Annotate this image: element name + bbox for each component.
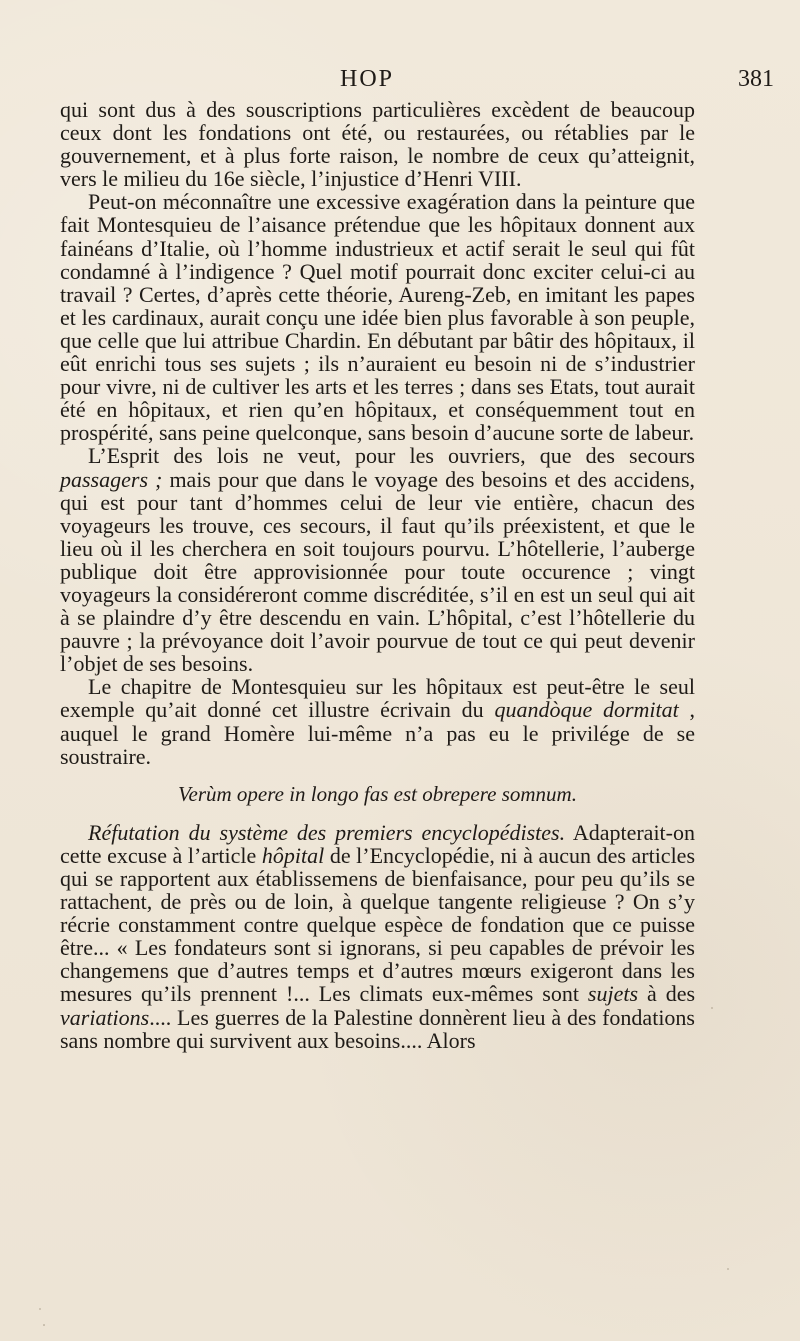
ink-speck xyxy=(727,1268,729,1270)
page-number: 381 xyxy=(738,66,774,92)
section-text-4: .... Les guerres de la Palestine donnèrent lieu à des fondations sans nombre qui survivent aux besoins.... Alors xyxy=(60,1004,695,1053)
section-text-1: Adapterait-on cette excuse à l’article xyxy=(60,819,695,868)
running-head: HOP xyxy=(340,66,395,92)
ink-speck xyxy=(711,1007,713,1009)
section-text-2: de l’Encyclopédie, ni à aucun des articles qui se rapportent aux établissemens de bienfaisance, pour peu qu’ils se rattachent, de près ou de loin, à quelque tangente religieuse ? On s’y récrie constamment contre quelque espèce de fondation que ce puisse être... « Les fondateurs sont si ignorans, si peu capables de prévoir les changemens que d’autres temps et d’autres mœurs exigeront dans les mesures qu’ils prennent !... Les climats eux-mêmes sont xyxy=(60,842,696,1007)
paragraph-3-prefix: L’Esprit des lois ne veut, pour les ouvriers, que des secours xyxy=(88,443,695,469)
ink-speck xyxy=(39,1308,41,1310)
section-paragraph xyxy=(60,821,695,1052)
section-text-3: à des xyxy=(647,981,696,1007)
paragraph-4 xyxy=(60,675,695,767)
paragraph-4-suffix: , auquel le grand Homère lui-même n’a pas eu le privilége de se soustraire. xyxy=(60,697,695,769)
latin-quote: Verùm opere in longo fas est obrepere somnum. xyxy=(178,781,577,806)
paragraph-4-italic: quandòque dormitat xyxy=(494,697,679,723)
paragraph-3-suffix: mais pour que dans le voyage des besoins et des accidens, qui est pour tant d’hommes celui de leur vie entière, chacun des voyageurs les trouve, ces secours, il faut qu’ils préexistent, et que le lieu où il les cherchera en soit toujours pourvu. L’hôtellerie, l’auberge publique doit être approvisionnée pour toute occurence ; vingt voyageurs la considéreront comme discréditée, s’il en est un seul qui ait à se plaindre d’y être descendu en vain. L’hôpital, c’est l’hôtellerie du pauvre ; la prévoyance doit l’avoir pourvue de tout ce qui peut devenir l’objet de ses besoins. xyxy=(60,466,696,677)
ink-speck xyxy=(43,1324,45,1326)
paragraph-4-prefix: Le chapitre de Montesquieu sur les hôpitaux est peut-être le seul exemple qu’ait donné cet illustre écrivain du xyxy=(60,674,695,723)
section-italic-1: hôpital xyxy=(261,842,325,868)
section-italic-2: sujets xyxy=(587,981,639,1007)
paragraph-2: Peut-on méconnaître une excessive exagération dans la peinture que fait Montesquieu de l’aisance prétendue que les hôpitaux donnent aux fainéans d’Italie, où l’homme industrieux et actif serait le seul qui fût condamné à l’indigence ? Quel motif pourrait donc exciter celui-ci au travail ? Certes, d’après cette théorie, Aureng-Zeb, en imitant les papes et les cardinaux, aurait conçu une idée bien plus favorable à son peuple, que celle que lui attribue Chardin. En débutant par bâtir des hôpitaux, il eût enrichi tous ses sujets ; ils n’auraient eu besoin ni de s’industrier pour vivre, ni de cultiver les arts et les terres ; dans ses Etats, tout aurait été en hôpitaux, et rien qu’en hôpitaux, et conséquemment tout en prospérité, sans peine quelconque, sans besoin d’aucune sorte de labeur. xyxy=(60,189,695,446)
page-header xyxy=(0,58,800,98)
paragraph-3 xyxy=(60,444,695,675)
section-title: Réfutation du système des premiers encyclopédistes. xyxy=(88,819,566,845)
paragraph-3-italic: passagers ; xyxy=(60,466,163,492)
page-content xyxy=(60,98,695,1052)
section-italic-3: variations xyxy=(60,1004,150,1030)
paragraph-1: qui sont dus à des souscriptions particulières excèdent de beaucoup ceux dont les fondations ont été, ou restaurées, ou rétablies par le gouvernement, et à plus forte raison, le nombre de ceux qu’atteignit, vers le milieu du 16e siècle, l’injustice d’Henri VIII. xyxy=(60,97,695,192)
